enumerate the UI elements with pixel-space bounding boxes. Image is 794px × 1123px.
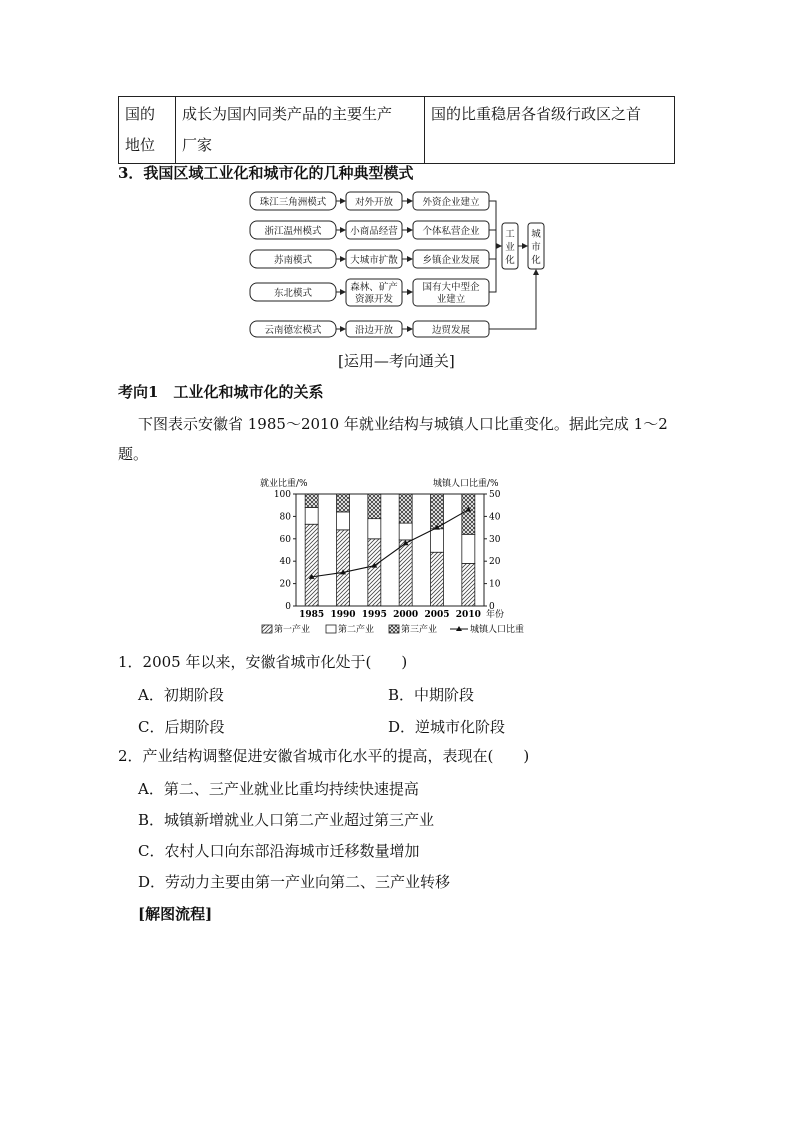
right-tick-label: 40 [489, 512, 501, 523]
legend-label: 城镇人口比重 [470, 625, 525, 635]
legend-label: 第三产业 [401, 625, 438, 635]
flow-step1-4b: 资源开发 [354, 294, 394, 305]
intro-line-1: 下图表示安徽省 1985～2010 年就业结构与城镇人口比重变化。据此完成 1～2 [138, 415, 668, 433]
bar-第二产业 [368, 519, 381, 539]
industrialization-flow-diagram [248, 188, 558, 340]
flow-step1-1: 对外开放 [354, 197, 394, 208]
flow-model-4: 东北模式 [273, 288, 313, 299]
bar-第三产业 [399, 494, 412, 523]
flow-model-2: 浙江温州模式 [264, 226, 322, 237]
legend-swatch-tertiary [389, 625, 399, 633]
urban-population-line [312, 510, 469, 577]
urbanization-char-3: 化 [531, 255, 541, 266]
table-row [119, 97, 675, 164]
legend-label: 第二产业 [338, 625, 375, 635]
bar-第三产业 [431, 494, 444, 529]
flow-step1-5: 沿边开放 [354, 325, 394, 336]
flow-step1-3: 大城市扩散 [350, 255, 398, 266]
flow-model-5: 云南德宏模式 [264, 325, 322, 336]
legend-label: 第一产业 [274, 625, 311, 635]
right-tick-label: 50 [489, 490, 501, 500]
left-tick-label: 40 [279, 557, 291, 568]
apply-heading: [运用—考向通关] [338, 352, 455, 370]
bar-第二产业 [305, 507, 318, 524]
industrialization-char-3: 化 [505, 255, 515, 266]
bar-第二产业 [337, 512, 350, 530]
analysis-heading: [解图流程] [138, 905, 213, 923]
x-tick-label: 1985 [299, 610, 325, 620]
bar-第三产业 [368, 494, 381, 519]
q1-option-c: C．后期阶段 [138, 718, 225, 736]
bar-第三产业 [462, 494, 475, 534]
right-tick-label: 30 [489, 534, 501, 545]
industrialization-char-2: 业 [505, 242, 515, 253]
flow-step2-4a: 国有大中型企 [422, 282, 480, 293]
bar-第二产业 [462, 534, 475, 563]
bar-第二产业 [431, 529, 444, 553]
flow-step1-4a: 森林、矿产 [350, 282, 398, 293]
q1-stem: 1．2005 年以来，安徽省城市化处于( ) [118, 653, 408, 671]
q2-option-d: D．劳动力主要由第一产业向第二、三产业转移 [138, 873, 451, 891]
q1-option-d: D．逆城市化阶段 [388, 718, 506, 736]
left-tick-label: 100 [273, 490, 291, 500]
urbanization-char-2: 市 [531, 242, 541, 253]
industrialization-char-1: 工 [505, 229, 515, 240]
urbanization-char-1: 城 [531, 229, 541, 240]
right-axis-label: 城镇人口比重/% [433, 479, 499, 489]
legend-swatch-primary [262, 625, 272, 633]
bar-第三产业 [305, 494, 318, 507]
right-tick-label: 0 [489, 602, 495, 612]
table-cell-label: 国的 地位 [119, 97, 176, 164]
section-3-title: 3．我国区域工业化和城市化的几种典型模式 [118, 164, 414, 182]
left-tick-label: 0 [285, 602, 291, 612]
bar-第一产业 [337, 530, 350, 606]
left-tick-label: 20 [279, 579, 291, 590]
q2-stem: 2．产业结构调整促进安徽省城市化水平的提高，表现在( ) [118, 747, 530, 765]
summary-table [118, 96, 675, 164]
legend-swatch-secondary [326, 625, 336, 633]
x-tick-label: 1990 [330, 610, 356, 620]
left-axis-label: 就业比重/% [260, 479, 308, 489]
q1-option-a: A．初期阶段 [138, 686, 224, 704]
flow-model-1: 珠江三角洲模式 [259, 197, 327, 208]
bar-第一产业 [431, 552, 444, 606]
left-tick-label: 80 [279, 512, 291, 523]
flow-step2-4b: 业建立 [436, 294, 466, 305]
table-cell-content: 成长为国内同类产品的主要生产 厂家 [176, 97, 425, 164]
plot-frame [296, 494, 484, 606]
flow-step2-2: 个体私营企业 [422, 226, 480, 237]
x-tick-label: 2005 [424, 610, 450, 620]
bar-第一产业 [305, 524, 318, 606]
x-tick-label: 1995 [361, 610, 387, 620]
employment-urbanization-chart [258, 476, 538, 640]
flow-step2-1: 外资企业建立 [422, 197, 480, 208]
right-tick-label: 20 [489, 557, 501, 568]
x-tick-label: 2000 [393, 610, 419, 620]
x-tick-label: 2010 [455, 610, 481, 620]
flow-model-3: 苏南模式 [273, 255, 313, 266]
bar-第二产业 [399, 523, 412, 540]
q2-option-c: C．农村人口向东部沿海城市迁移数量增加 [138, 842, 420, 860]
x-axis-label: 年份 [486, 610, 505, 620]
flow-step2-5: 边贸发展 [431, 325, 471, 336]
bar-第三产业 [337, 494, 350, 512]
table-cell-content-2: 国的比重稳居各省级行政区之首 [425, 97, 675, 164]
direction-heading: 考向1 工业化和城市化的关系 [118, 383, 324, 401]
q2-option-b: B．城镇新增就业人口第二产业超过第三产业 [138, 811, 435, 829]
flow-step1-2: 小商品经营 [350, 226, 398, 237]
bar-第一产业 [368, 539, 381, 606]
flow-step2-3: 乡镇企业发展 [422, 255, 480, 266]
q2-option-a: A．第二、三产业就业比重均持续快速提高 [138, 780, 419, 798]
q1-option-b: B．中期阶段 [388, 686, 475, 704]
bar-第一产业 [462, 563, 475, 606]
intro-line-2: 题。 [118, 445, 149, 463]
bar-第一产业 [399, 540, 412, 606]
right-tick-label: 10 [489, 579, 501, 590]
left-tick-label: 60 [279, 534, 291, 545]
